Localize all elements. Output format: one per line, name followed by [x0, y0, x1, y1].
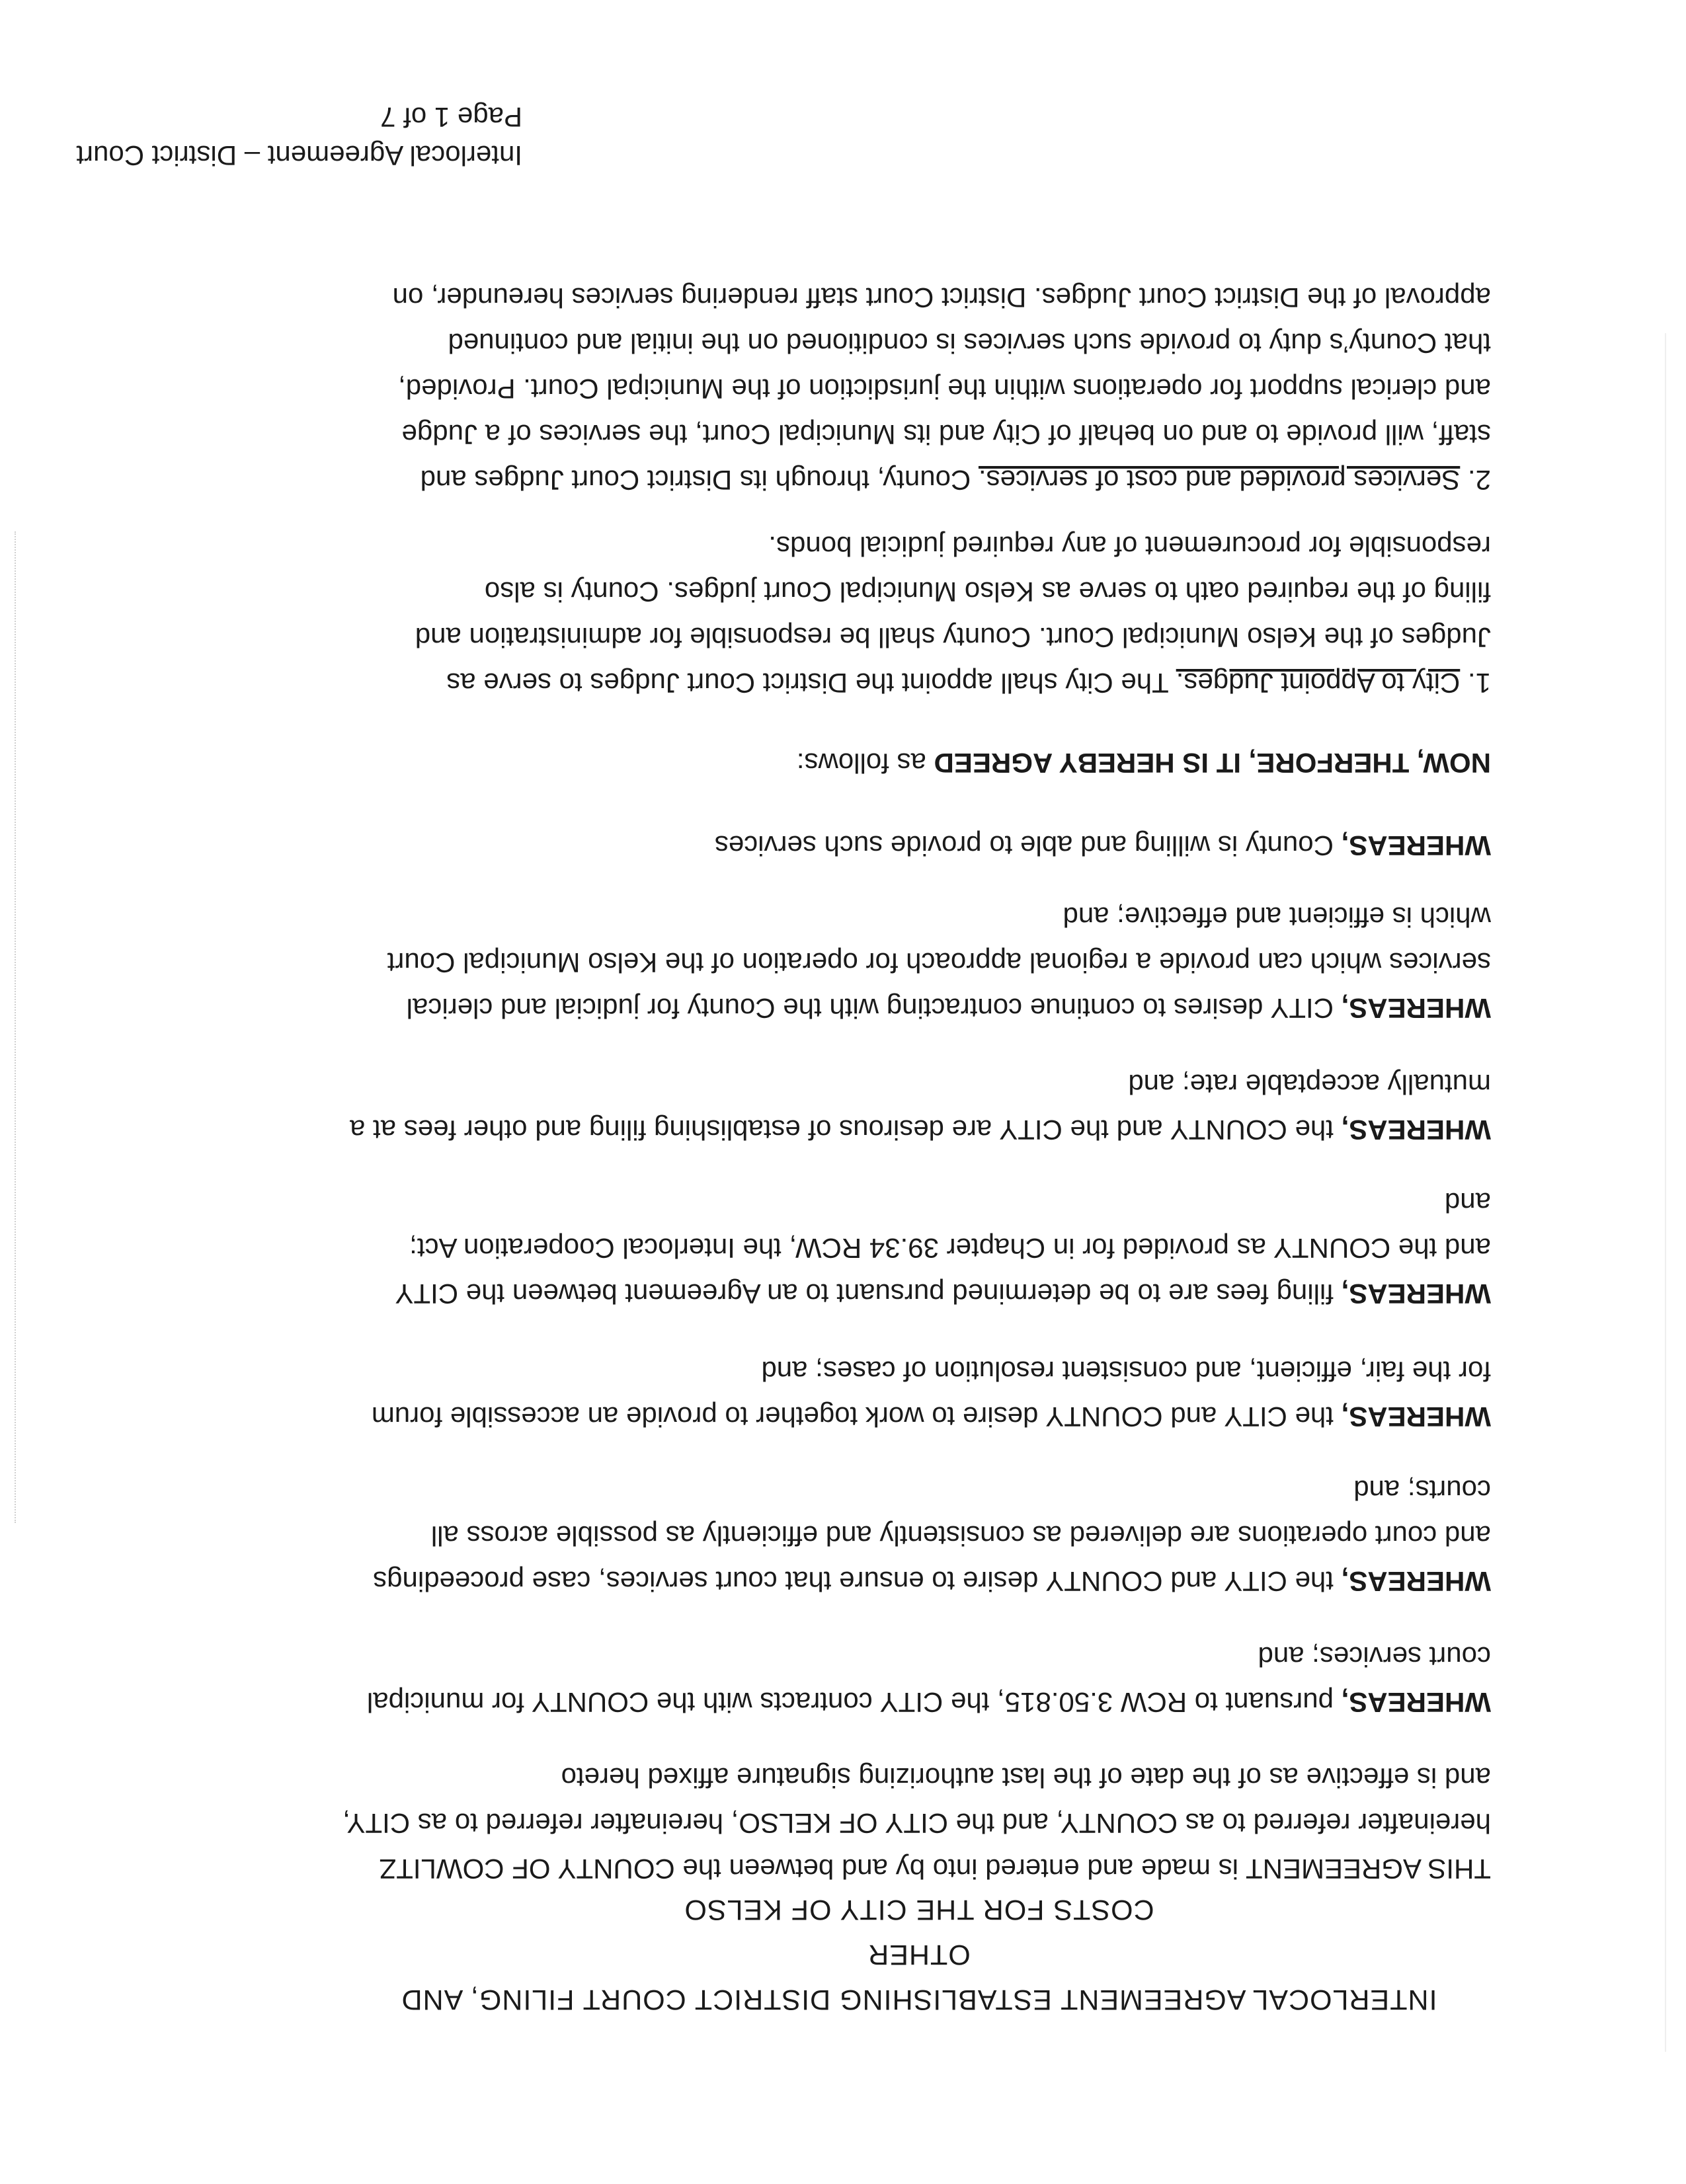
text-line: approval of the District Court Judges. District Court staff rendering services hereunder, on	[392, 282, 1491, 313]
text-line	[202, 1107, 1491, 1153]
text-line: and court operations are delivered as consistently and efficiently as possible across all	[430, 1520, 1491, 1551]
whereas-keyword: WHEREAS,	[1341, 1114, 1491, 1146]
text-line: staff, will provide to and on behalf of City and its Municipal Court, the services of a Judge	[401, 419, 1491, 450]
text-line	[202, 986, 1491, 1031]
text-line: and is effective as of the date of the last authorizing signature affixed hereto	[561, 1762, 1491, 1793]
clause-text: County, through its District Court Judges and	[420, 465, 979, 496]
text-line: court services; and	[1258, 1641, 1491, 1672]
footer-document-name: Interlocal Agreement – District Court	[76, 140, 522, 171]
therefore-keyword: NOW, THERFORE, IT IS HEREBY AGREED	[934, 748, 1491, 779]
text-line	[202, 1394, 1491, 1440]
text-line: hereinafter referred to as COUNTY, and the CITY OF KELSO, hereinafter referred to as CITY,	[342, 1808, 1491, 1839]
text-line	[202, 1680, 1491, 1725]
whereas-keyword: WHEREAS,	[1341, 1566, 1491, 1597]
text-line: and clerical support for operations within the jurisdiction of the Municipal Court. Provided,	[398, 373, 1491, 405]
text-line: and the COUNTY as provided for in Chapter 39.34 RCW, the Interlocal Cooperation Act;	[409, 1233, 1491, 1264]
whereas-clause-5	[202, 1062, 1491, 1153]
scan-edge-mark-left	[1664, 333, 1666, 2052]
clause-text: as follows:	[796, 748, 934, 779]
section-number: 1.	[1460, 668, 1491, 699]
whereas-clause-4	[202, 1180, 1491, 1317]
clause-text: the CITY and COUNTY desire to work together to provide an accessible forum	[371, 1401, 1342, 1432]
intro-paragraph	[202, 1755, 1491, 1892]
text-line	[202, 740, 1491, 786]
whereas-clause-2	[202, 1467, 1491, 1604]
section-number: 2.	[1460, 465, 1491, 496]
text-line	[202, 660, 1491, 706]
text-line	[202, 457, 1491, 503]
section-heading: Services provided and cost of services.	[978, 465, 1461, 496]
clause-text: filing fees are to be determined pursuant to an Agreement between the CITY	[395, 1278, 1342, 1309]
text-line: courts; and	[1353, 1475, 1491, 1506]
section-1	[202, 524, 1491, 706]
whereas-keyword: WHEREAS,	[1341, 1278, 1491, 1309]
clause-text: the CITY and COUNTY desire to ensure that court services, case proceedings	[373, 1566, 1342, 1597]
clause-text: County is willing and able to provide such services	[714, 830, 1342, 861]
text-line	[202, 1559, 1491, 1604]
text-line: filing of the required oath to serve as Kelso Municipal Court judges. County is also	[484, 576, 1491, 607]
clause-text: the COUNTY and the CITY are desirous of establishing filing and other fees at a	[350, 1114, 1342, 1146]
clause-text: CITY desires to continue contracting with the County for judicial and clerical	[406, 993, 1342, 1024]
text-line: mutually acceptable rate; and	[1128, 1069, 1491, 1100]
whereas-clause-3	[202, 1348, 1491, 1440]
whereas-keyword: WHEREAS,	[1341, 993, 1491, 1024]
section-heading: City to Appoint Judges.	[1176, 668, 1461, 699]
text-line: THIS AGREEMENT is made and entered into by and between the COUNTY OF COWLITZ	[379, 1853, 1491, 1885]
clause-text: The City shall appoint the District Court Judges to serve as	[446, 668, 1176, 699]
text-line: which is efficient and effective; and	[1063, 902, 1491, 933]
whereas-clause-7	[202, 823, 1491, 869]
whereas-clause-6	[202, 894, 1491, 1031]
whereas-clause-1	[202, 1634, 1491, 1725]
text-line: responsible for procurement of any required judicial bonds.	[768, 531, 1491, 562]
section-2	[202, 275, 1491, 503]
scan-edge-mark	[15, 531, 18, 1523]
whereas-keyword: WHEREAS,	[1341, 830, 1491, 861]
text-line	[202, 823, 1491, 869]
text-line: for the fair, efficient, and consistent resolution of cases; and	[761, 1356, 1491, 1387]
title-line: COSTS FOR THE CITY OF KELSO	[684, 1894, 1154, 1926]
footer-page-number: Page 1 of 7	[380, 102, 522, 133]
document-title	[350, 1887, 1488, 2022]
therefore-clause	[202, 740, 1491, 786]
title-line: INTERLOCAL AGREEMENT ESTABLISHING DISTRICT COURT FILING, AND OTHER	[401, 1939, 1437, 2015]
text-line	[202, 1271, 1491, 1317]
text-line: Judges of the Kelso Municipal Court. County shall be responsible for administration and	[415, 622, 1491, 653]
text-line: that County’s duty to provide such services is conditioned on the initial and continued	[448, 328, 1491, 359]
text-line: and	[1444, 1187, 1491, 1218]
clause-text: pursuant to RCW 3.50.815, the CITY contracts with the COUNTY for municipal	[366, 1687, 1342, 1718]
whereas-keyword: WHEREAS,	[1341, 1401, 1491, 1432]
text-line: services which can provide a regional approach for operation of the Kelso Municipal Court	[387, 947, 1491, 978]
page-footer	[76, 98, 522, 175]
whereas-keyword: WHEREAS,	[1341, 1687, 1491, 1718]
